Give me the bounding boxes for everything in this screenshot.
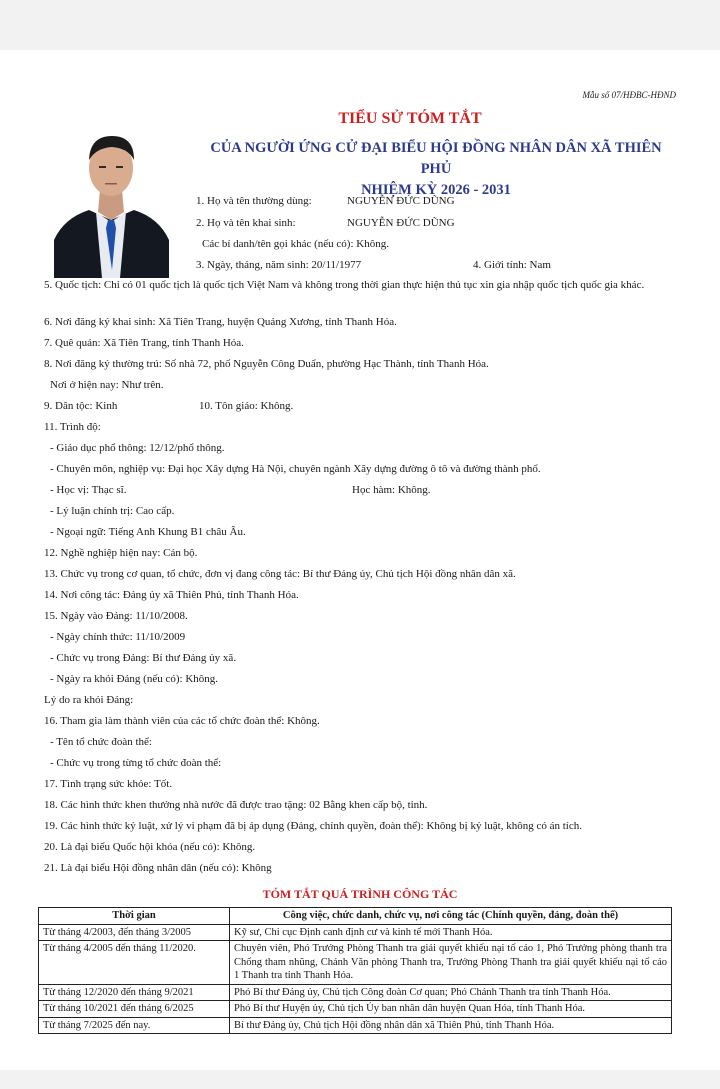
- name-value: NGUYỄN ĐỨC DŨNG: [347, 195, 455, 207]
- discipline-field: 19. Các hình thức kỷ luật, xử lý vi phạm đã bị áp dụng (Đảng, chính quyền, đoàn thể): Không bị kỷ luật, không có án tích.: [44, 820, 582, 832]
- column-header-time: Thời gian: [39, 908, 230, 925]
- table-cell-time: Từ tháng 7/2025 đến nay.: [39, 1017, 230, 1034]
- foreign-language-field: - Ngoại ngữ: Tiếng Anh Khung B1 châu Âu.: [50, 526, 246, 538]
- nationality-field: 5. Quốc tịch: Chỉ có 01 quốc tịch là quốc tịch Việt Nam và không trong thời gian thực hiện thủ tục xin gia nhập quốc tịch quốc gia khác.: [44, 279, 645, 291]
- table-cell-work: Kỹ sư, Chi cục Định canh định cư và kinh tế mới Thanh Hóa.: [230, 924, 672, 941]
- table-cell-work: Chuyên viên, Phó Trưởng Phòng Thanh tra giải quyết khiếu nại tố cáo 1, Phó Trưởng phòng thanh tra Chống tham nhũng, Chánh Văn phòng Thanh tra, Trưởng Phòng Thanh tra giải quyết khiếu nại tố cáo 1 Thanh tra tỉnh Thanh Hóa.: [230, 941, 672, 985]
- ethnicity-field: 9. Dân tộc: Kinh: [44, 400, 118, 412]
- academic-title-field: Học hàm: Không.: [352, 484, 431, 496]
- hometown-field: 7. Quê quán: Xã Tiên Trang, tỉnh Thanh Hóa.: [44, 337, 244, 349]
- document-title: TIỂU SỬ TÓM TẮT: [338, 110, 482, 127]
- political-theory-field: - Lý luận chính trị: Cao cấp.: [50, 505, 175, 517]
- birthname-label: 2. Họ và tên khai sinh:: [196, 217, 296, 229]
- health-field: 17. Tình trạng sức khỏe: Tốt.: [44, 778, 173, 790]
- residence-field: 8. Nơi đăng ký thường trú: Số nhà 72, phố Nguyễn Công Duẩn, phường Hạc Thành, tỉnh Thanh Hóa.: [44, 358, 489, 370]
- gender-field: 4. Giới tính: Nam: [473, 259, 551, 271]
- table-header-row: [39, 908, 672, 925]
- position-field: 13. Chức vụ trong cơ quan, tổ chức, đơn vị đang công tác: Bí thư Đảng ủy, Chủ tịch Hội đồng nhân dân xã.: [44, 568, 516, 580]
- awards-field: 18. Các hình thức khen thưởng nhà nước đã được trao tặng: 02 Bằng khen cấp bộ, tỉnh.: [44, 799, 428, 811]
- birthname-value: NGUYỄN ĐỨC DŨNG: [347, 217, 455, 229]
- table-cell-work: Bí thư Đảng ủy, Chủ tịch Hội đồng nhân dân xã Thiên Phủ, tỉnh Thanh Hóa.: [230, 1017, 672, 1034]
- table-cell-work: Phó Bí thư Đảng ủy, Chủ tịch Công đoàn Cơ quan; Phó Chánh Thanh tra tỉnh Thanh Hóa.: [230, 984, 672, 1001]
- mass-org-position-field: - Chức vụ trong từng tổ chức đoàn thể:: [50, 757, 222, 769]
- work-history-title: TÓM TẮT QUÁ TRÌNH CÔNG TÁC: [262, 887, 458, 901]
- council-delegate-field: 21. Là đại biểu Hội đồng nhân dân (nếu có): Không: [44, 862, 272, 874]
- table-cell-time: Từ tháng 10/2021 đến tháng 6/2025: [39, 1001, 230, 1018]
- table-row: [39, 984, 672, 1001]
- table-row: [39, 1017, 672, 1034]
- mass-org-field: 16. Tham gia làm thành viên của các tổ chức đoàn thể: Không.: [44, 715, 320, 727]
- table-cell-time: Từ tháng 4/2003, đến tháng 3/2005: [39, 924, 230, 941]
- education-label: 11. Trình độ:: [44, 421, 101, 433]
- general-education-field: - Giáo dục phổ thông: 12/12/phổ thông.: [50, 442, 225, 454]
- religion-field: 10. Tôn giáo: Không.: [199, 400, 294, 412]
- form-number: Mẫu số 07/HĐBC-HĐND: [582, 90, 676, 100]
- table-cell-work: Phó Bí thư Huyện ủy, Chủ tịch Ủy ban nhân dân huyện Quan Hóa, tỉnh Thanh Hóa.: [230, 1001, 672, 1018]
- party-official-field: - Ngày chính thức: 11/10/2009: [50, 631, 186, 643]
- degree-field: - Học vị: Thạc sĩ.: [50, 484, 127, 496]
- party-join-field: 15. Ngày vào Đảng: 11/10/2008.: [44, 610, 188, 622]
- party-position-field: - Chức vụ trong Đảng: Bí thư Đảng ủy xã.: [50, 652, 237, 664]
- party-leave-reason-field: Lý do ra khỏi Đảng:: [44, 694, 134, 706]
- table-row: [39, 941, 672, 985]
- workplace-field: 14. Nơi công tác: Đảng ủy xã Thiên Phủ, tỉnh Thanh Hóa.: [44, 589, 299, 601]
- dob-field: 3. Ngày, tháng, năm sinh: 20/11/1977: [196, 259, 362, 271]
- occupation-field: 12. Nghề nghiệp hiện nay: Cán bộ.: [44, 547, 198, 559]
- specialty-field: - Chuyên môn, nghiệp vụ: Đại học Xây dựng Hà Nội, chuyên ngành Xây dựng đường ô tô và đường thành phố.: [50, 463, 541, 475]
- party-leave-field: - Ngày ra khỏi Đảng (nếu có): Không.: [50, 673, 219, 685]
- na-delegate-field: 20. Là đại biểu Quốc hội khóa (nếu có): Không.: [44, 841, 256, 853]
- candidate-photo: [54, 120, 169, 278]
- column-header-work: Công việc, chức danh, chức vụ, nơi công tác (Chính quyền, đảng, đoàn thể): [230, 908, 672, 925]
- birthplace-field: 6. Nơi đăng ký khai sinh: Xã Tiên Trang, huyện Quảng Xương, tỉnh Thanh Hóa.: [44, 316, 397, 328]
- table-row: [39, 924, 672, 941]
- subtitle-line-2: NHIỆM KỲ 2026 - 2031: [361, 182, 511, 198]
- document-subtitle: [196, 138, 676, 201]
- portrait-image: [54, 120, 169, 278]
- table-cell-time: Từ tháng 4/2005 đến tháng 11/2020.: [39, 941, 230, 985]
- mass-org-name-field: - Tên tổ chức đoàn thể:: [50, 736, 152, 748]
- subtitle-line-1: CỦA NGƯỜI ỨNG CỬ ĐẠI BIỂU HỘI ĐỒNG NHÂN DÂN XÃ THIÊN PHỦ: [210, 140, 662, 177]
- current-residence-field: Nơi ở hiện nay: Như trên.: [50, 379, 164, 391]
- table-cell-time: Từ tháng 12/2020 đến tháng 9/2021: [39, 984, 230, 1001]
- table-row: [39, 1001, 672, 1018]
- document-page: [0, 50, 720, 1070]
- alias-field: Các bí danh/tên gọi khác (nếu có): Không.: [202, 238, 389, 250]
- name-label: 1. Họ và tên thường dùng:: [196, 195, 312, 207]
- work-history-table: [38, 907, 672, 1034]
